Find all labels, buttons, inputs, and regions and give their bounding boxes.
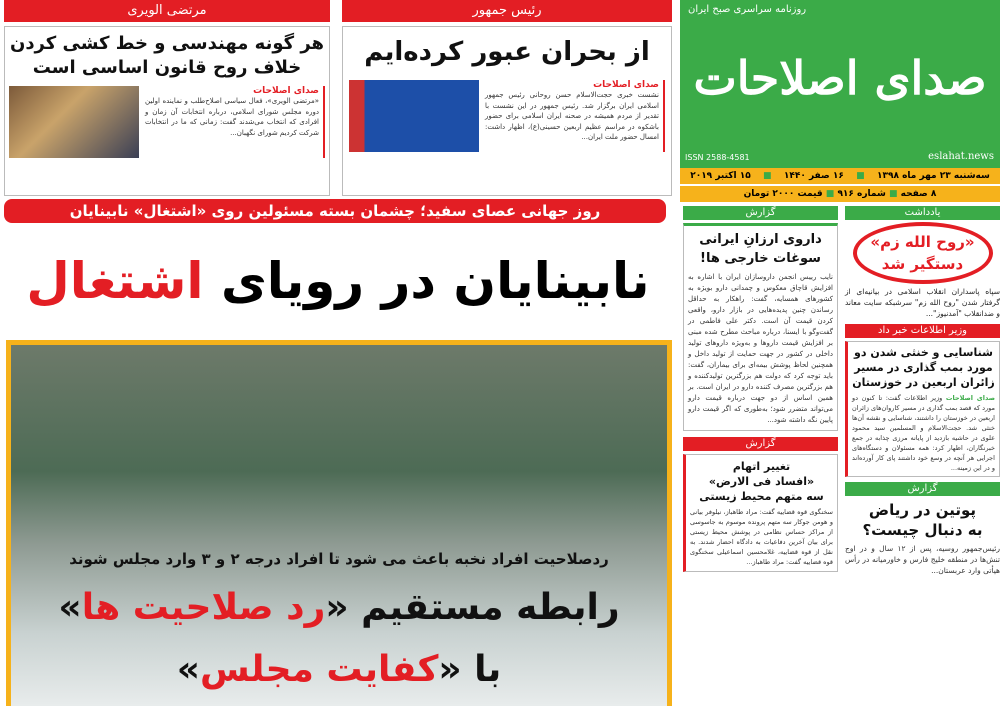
article-putin: [845, 482, 1000, 576]
headline: دستگیر شد: [881, 255, 964, 273]
article-drug: [683, 206, 838, 431]
right-column: [845, 206, 1000, 576]
headline: زائران اربعین در خوزستان: [852, 376, 995, 389]
article-alviri: [4, 0, 330, 196]
headline: سوغات خارجی ها!: [700, 251, 821, 266]
issue: شماره ۹۱۶: [837, 189, 886, 199]
price: قیمت ۲۰۰۰ تومان: [743, 189, 823, 199]
kicker: مرتضی الویری: [4, 0, 330, 22]
body: نایب رییس انجمن داروسازان ایران با اشاره به افزایش قاچاق معکوس و چمدانی دارو بویژه به کشورهای همسایه، گفت: راهکار به حداقل رساندن چنین پدیده‌هایی در بازار دارو، واقعی کردن قیمت آن است. دکتر علی فاطمی در گفت‌وگو با ایسنا، درباره مباحث مطرح شده مبنی بر افزایش قیمت داروها و به‌ویژه داروهای تولید داخلی در کشور در جهت حمایت از تولید داخل و همچنین لحاظ پوشش بیمه‌ای برای بیماران، گفت: باید توجه کرد که دولت هم بزرگترین تولیدکننده و هم بزرگترین مصرف کننده دارو در ایران است. بر همین اساس از دو جهت درباره قیمت دارو می‌تواند متضرر شود؛ به‌طوری که اگر قیمت دارو پایین نگه داشته شود...: [688, 273, 833, 424]
article-charge: [683, 437, 838, 572]
kicker: وزیر اطلاعات خبر داد: [845, 324, 1000, 338]
text-red: کفایت مجلس: [200, 649, 439, 690]
headline: هر گونه مهندسی و خط کشی کردن: [9, 33, 325, 54]
kicker: گزارش: [683, 437, 838, 451]
date-solar: سه‌شنبه ۲۳ مهر ماه ۱۳۹۸: [876, 171, 990, 181]
headline: سه متهم محیط زیستی: [699, 490, 824, 503]
masthead: [680, 0, 1000, 168]
lead-headline: [8, 236, 668, 326]
photo-alviri: [9, 86, 139, 158]
parliament-photo: [6, 340, 672, 706]
photo-headline-1: [11, 581, 667, 635]
headline: «افساد فی الارض»: [708, 475, 815, 488]
website: eslahat.news: [928, 151, 994, 162]
photo-headline-2: [11, 643, 667, 697]
headline: شناسایی و خنثی شدن دو: [854, 346, 993, 359]
body: سپاه پاسداران انقلاب اسلامی در بیانیه‌ای از گرفتار شدن "روح الله زم" سرشبکه سایت معاند و ضدانقلاب "آمدنیوز"...: [845, 287, 1000, 318]
issn: ISSN 2588-4581: [685, 153, 750, 162]
text-red: رد صلاحیت ها: [81, 587, 326, 628]
bullet-icon: ■: [763, 171, 772, 181]
headline: «روح الله زم»: [870, 233, 975, 251]
pages: ۸ صفحه: [900, 189, 937, 199]
headline: از بحران عبور کرده‌ایم: [364, 37, 650, 67]
body: «مرتضی الویری»، فعال سیاسی اصلاح‌طلب و نماینده اولین دوره مجلس شورای اسلامی، درباره انتخابات آن زمان و افرادی که انتخاب می‌شدند گفت: زمانی که ما در انتخابات شرکت کردیم شورای نگهبان...: [145, 97, 319, 137]
kicker: یادداشت: [845, 206, 1000, 220]
date-bar: [680, 168, 1000, 184]
lead-black: نابینایان در رویای: [220, 252, 650, 310]
date-gregorian: ۱۵ اکتبر ۲۰۱۹: [690, 171, 751, 181]
middle-column: [683, 206, 838, 572]
headline: تغییر اتهام: [732, 460, 791, 473]
headline: پوتین در ریاض: [868, 501, 977, 519]
kicker: گزارش: [683, 206, 838, 220]
source: صدای اصلاحات: [253, 86, 319, 96]
lead-red: اشتغال: [26, 252, 204, 310]
headline: داروی ارزانِ ایرانی: [699, 232, 822, 247]
article-rouhani: [342, 0, 672, 196]
banner: روز جهانی عصای سفید؛ چشمان بسته مسئولین روی «اشتغال» نابینایان: [4, 199, 666, 223]
photo-subhead: ردصلاحیت افراد نخبه باعث می شود تا افراد درجه ۲ و ۳ وارد مجلس شوند: [69, 550, 609, 568]
kicker: گزارش: [845, 482, 1000, 496]
body: سخنگوی قوه قضاییه گفت: مراد طاهباز، نیلوفر بیانی و هومن جوکار سه متهم پرونده موسوم به جاسوسی از مراکز حساس نظامی در پوشش محیط زیستی برای بیان آخرین دفاعیات به دادگاه احضار شدند. به نقل از قوه قضاییه، غلامحسین اسماعیلی سخنگوی قوه قضاییه گفت: مراد طاهباز...: [690, 508, 833, 566]
headline: خلاف روح قانون اساسی است: [32, 57, 302, 78]
source: صدای اصلاحات: [945, 394, 995, 402]
headline: به دنبال چیست؟: [862, 521, 983, 539]
text: »: [176, 649, 201, 690]
bullet-icon: ■: [825, 189, 835, 199]
source: صدای اصلاحات: [593, 80, 659, 90]
bullet-icon: ■: [888, 189, 898, 199]
body: نشست خبری حجت‌الاسلام حسن روحانی رئیس جمهور اسلامی ایران برگزار شد. رئیس جمهور در این نشست با تقدیر از مردم همیشه در صحنه ایران اسلامی برای حضور باشکوه در مراسم عظیم اربعین حسینی(ع)، اظهار داشت: امسال حضور ملت ایران...: [485, 91, 659, 141]
text: »: [58, 587, 82, 628]
date-lunar: ۱۶ صفر ۱۴۴۰: [783, 171, 844, 181]
highlight-circle: [853, 222, 993, 284]
headline: مورد بمب گذاری در مسیر: [854, 361, 993, 374]
info-bar: [680, 186, 1000, 202]
article-zam: [845, 206, 1000, 319]
text: با «: [438, 649, 502, 690]
photo-rouhani: [349, 80, 479, 152]
bullet-icon: ■: [856, 171, 865, 181]
tagline: روزنامه سراسری صبح ایران: [688, 4, 807, 15]
text: رابطه مستقیم «: [325, 587, 620, 628]
body: وزیر اطلاعات گفت: تا کنون دو مورد که قصد بمب گذاری در مسیر کاروان‌های زائران اربعین در خوزستان را داشتند، شناسایی و نقشه آن‌ها خنثی شد. حجت‌الاسلام و المسلمین سید محمود علوی در حاشیه بازدید از پایانه مرزی چذابه در جمع خبرنگاران، اظهار کرد: همه مسئولان و دستگاه‌های اجرایی هر آنچه در وسع خود داشتند پای کار آورده‌اند و در این زمینه...: [852, 394, 995, 472]
body: رئیس‌جمهور روسیه، پس از ۱۲ سال و در اوج تنش‌ها در منطقه خلیج فارس و خاورمیانه در رأس هیأتی وارد عربستان...: [845, 544, 1000, 575]
logo: صدای اصلاحات: [693, 51, 987, 105]
article-bomb: [845, 324, 1000, 477]
kicker: رئیس جمهور: [342, 0, 672, 22]
